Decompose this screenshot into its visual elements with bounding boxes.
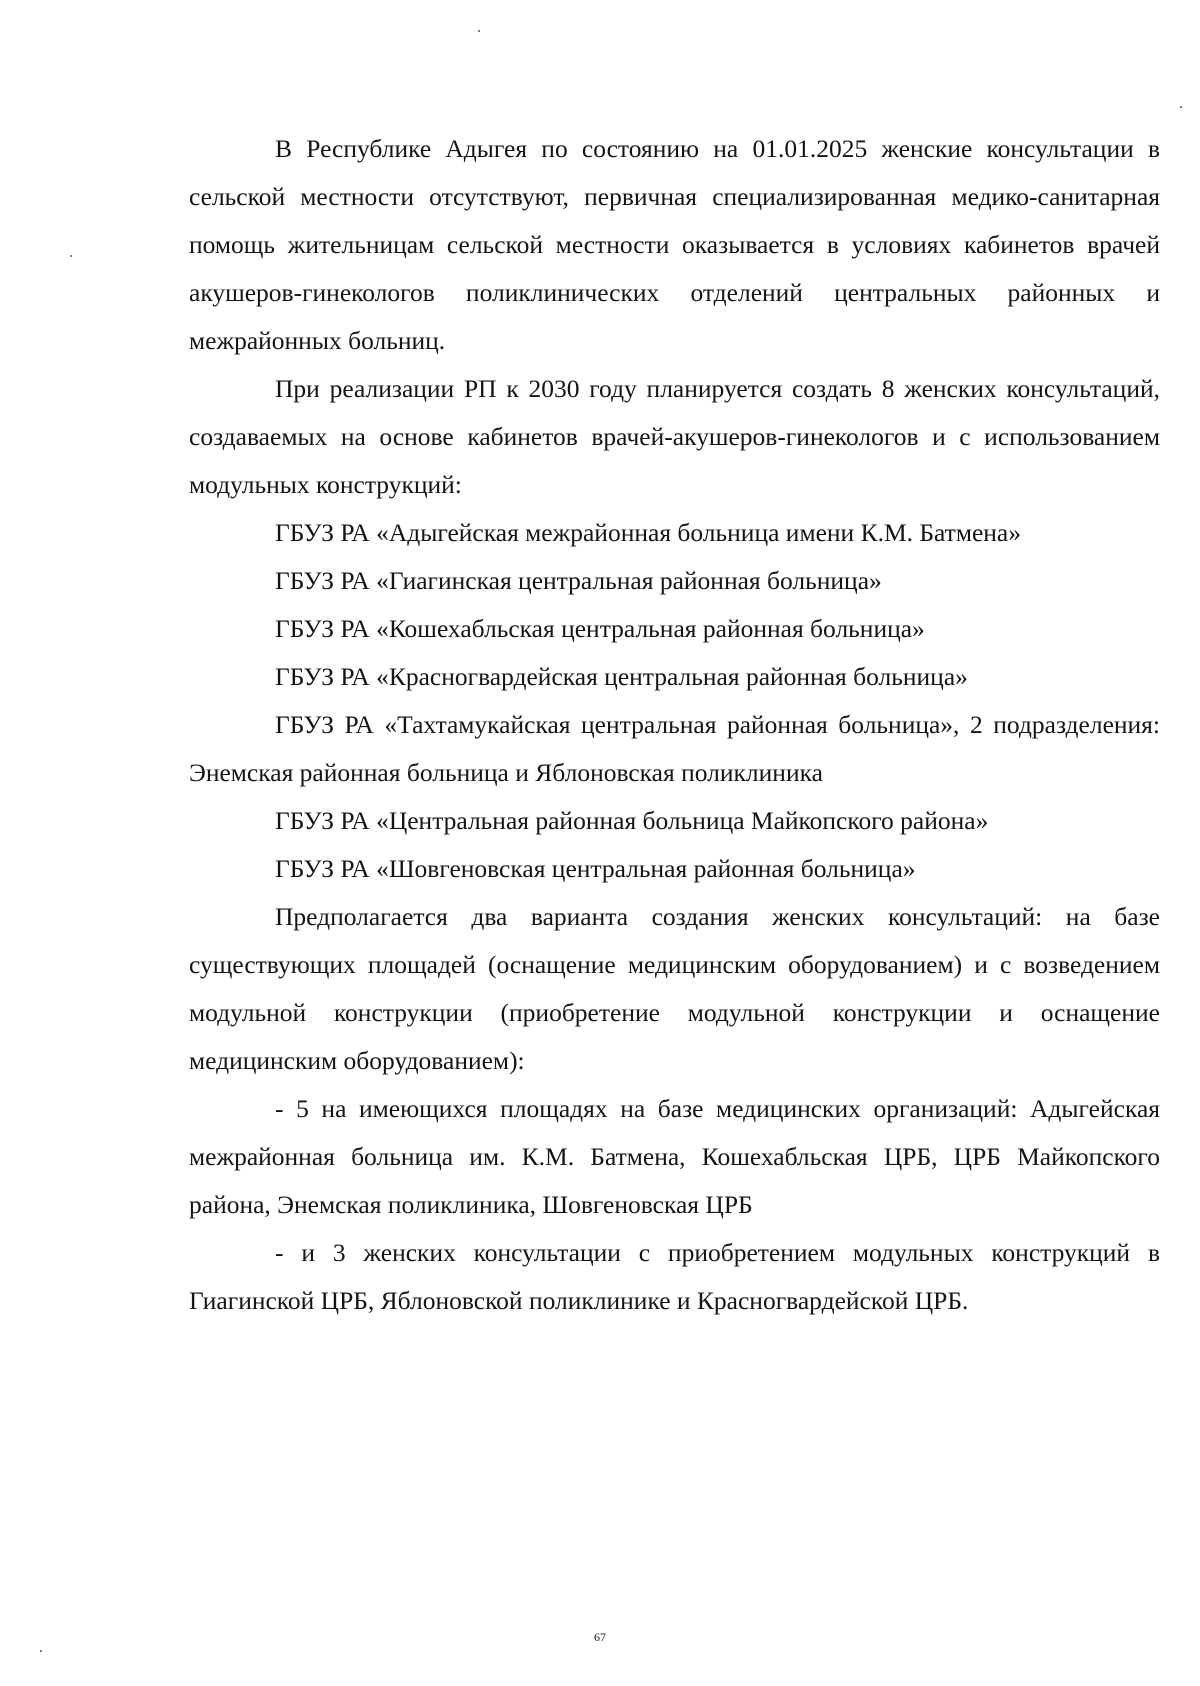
institution-item: ГБУЗ РА «Адыгейская межрайонная больница имени К.М. Батмена» <box>275 518 1021 547</box>
institution-item: ГБУЗ РА «Кошехабльская центральная районная больница» <box>275 614 925 643</box>
paragraph-plan-2030: При реализации РП к 2030 году планируется создать 8 женских консультаций, создаваемых на основе кабинетов врачей-акушеров-гинекологов и с использованием модульных конструкций: <box>189 374 1160 499</box>
scan-speck <box>40 1650 42 1652</box>
scan-speck <box>1180 106 1182 108</box>
institution-item: ГБУЗ РА «Шовгеновская центральная районная больница» <box>275 854 916 883</box>
institution-item: ГБУЗ РА «Гиагинская центральная районная больница» <box>275 566 882 595</box>
paragraph-rural-consultations: В Республике Адыгея по состоянию на 01.01.2025 женские консультации в сельской местности отсутствуют, первичная специализированная медико-санитарная помощь жительницам сельской местности оказывается в условиях кабинетов врачей акушеров-гинекологов поликлинических отделений центральных районных и межрайонных больниц. <box>189 134 1160 355</box>
variant-item: - и 3 женских консультации с приобретением модульных конструкций в Гиагинской ЦРБ, Яблоновской поликлинике и Красногвардейской ЦРБ. <box>189 1238 1160 1315</box>
document-body <box>189 125 1160 1325</box>
paragraph-two-variants: Предполагается два варианта создания женских консультаций: на базе существующих площадей (оснащение медицинским оборудованием) и с возведением модульной конструкции (приобретение модульной конструкции и оснащение медицинским оборудованием): <box>189 902 1160 1075</box>
institution-item: ГБУЗ РА «Тахтамукайская центральная районная больница», 2 подразделения: Энемская районная больница и Яблоновская поликлиника <box>189 710 1160 787</box>
variant-item: - 5 на имеющихся площадях на базе медицинских организаций: Адыгейская межрайонная больница им. К.М. Батмена, Кошехабльская ЦРБ, ЦРБ Майкопского района, Энемская поликлиника, Шовгеновская ЦРБ <box>189 1094 1160 1219</box>
scan-speck <box>478 30 480 32</box>
institution-item: ГБУЗ РА «Центральная районная больница Майкопского района» <box>275 806 989 835</box>
institution-item: ГБУЗ РА «Красногвардейская центральная районная больница» <box>275 662 968 691</box>
scan-speck <box>70 255 72 257</box>
page-number: 67 <box>594 1630 606 1644</box>
